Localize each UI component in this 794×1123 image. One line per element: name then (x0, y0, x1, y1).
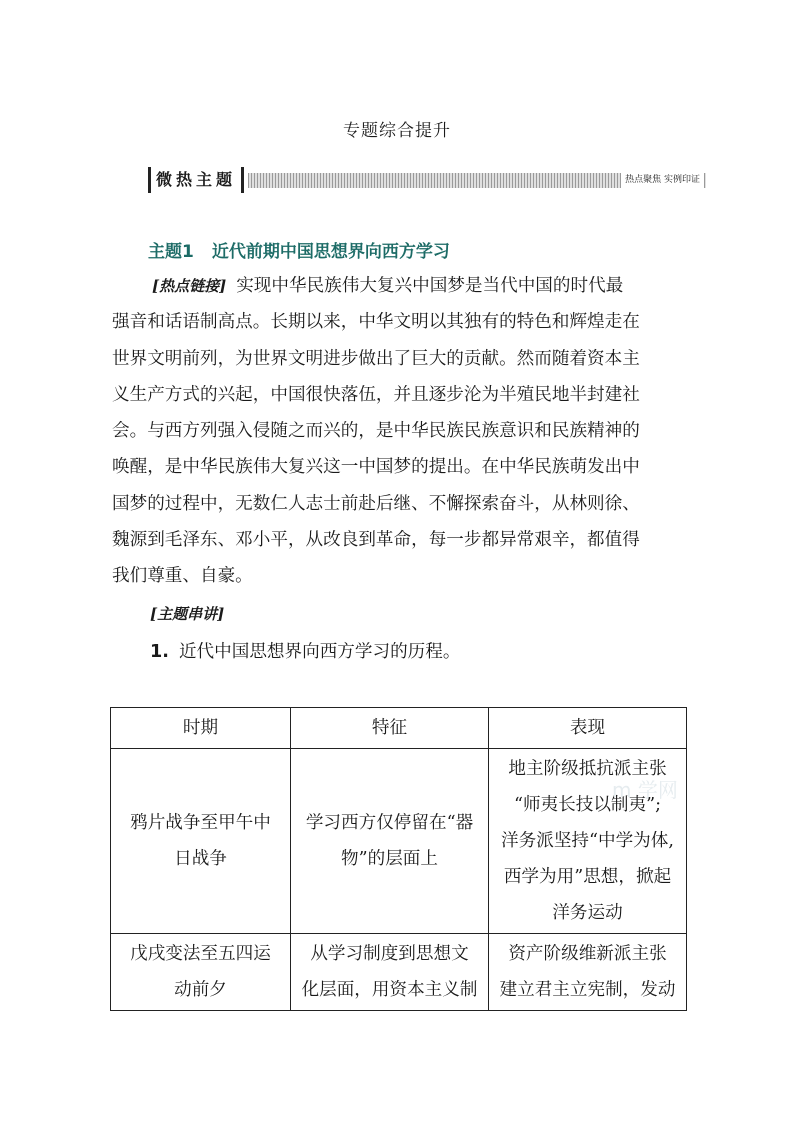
cell-feature: 学习西方仅停留在“器 物”的层面上 (291, 749, 489, 934)
banner-tag: 微热主题 (148, 167, 244, 193)
cell-manifest: 地主阶级抵抗派主张 “师夷长技以制夷”; 洋务派坚持“中学为体, 西学为用”思想，掀起 洋务运动 (489, 749, 687, 934)
section-banner (148, 167, 706, 193)
cell-feature: 从学习制度到思想文 化层面，用资本主义制 (291, 934, 489, 1011)
topic-number: 主题1 (148, 242, 194, 262)
table-row (111, 934, 687, 1011)
hotspot-line: 国梦的过程中，无数仁人志士前赴后继、不懈探索奋斗，从林则徐、 (112, 493, 640, 514)
header-manifest: 表现 (489, 708, 687, 749)
table-header-row (111, 708, 687, 749)
cell-period: 鸦片战争至甲午中 日战争 (111, 749, 291, 934)
hotspot-line: 义生产方式的兴起，中国很快落伍，并且逐步沦为半殖民地半封建社 (112, 384, 640, 405)
topic-title: 近代前期中国思想界向西方学习 (211, 242, 450, 262)
hotspot-line: 我们尊重、自豪。 (112, 566, 253, 587)
banner-right-text: 热点聚焦 实例印证 (621, 173, 704, 188)
hotspot-line: 魏源到毛泽东、邓小平，从改良到革命，每一步都异常艰辛，都值得 (112, 530, 640, 551)
hotspot-line: 唤醒，是中华民族伟大复兴这一中国梦的提出。在中华民族萌发出中 (112, 457, 640, 478)
history-table (110, 707, 687, 1011)
topic-heading (148, 237, 450, 262)
watermark: m 学网 (612, 778, 678, 802)
point-text: 近代中国思想界向西方学习的历程。 (178, 642, 461, 662)
point-heading (150, 638, 460, 663)
header-period: 时期 (111, 708, 291, 749)
cell-period: 戊戌变法至五四运 动前夕 (111, 934, 291, 1011)
document-title: 专题综合提升 (343, 121, 451, 141)
hotspot-line: [热点链接] 实现中华民族伟大复兴中国梦是当代中国的时代最 (152, 276, 624, 296)
hotspot-line: 会。与西方列强入侵随之而兴的，是中华民族民族意识和民族精神的 (112, 421, 640, 442)
hotspot-paragraph (112, 268, 690, 595)
series-tag: [主题串讲] (150, 605, 225, 623)
point-number: 1. (150, 642, 169, 662)
table-row (111, 749, 687, 934)
hotspot-line: 强音和话语制高点。长期以来，中华文明以其独有的特色和辉煌走在 (112, 312, 640, 333)
hotspot-tag: [热点链接] (152, 277, 227, 295)
header-feature: 特征 (291, 708, 489, 749)
cell-manifest: 资产阶级维新派主张 建立君主立宪制，发动 (489, 934, 687, 1011)
hotspot-line: 世界文明前列，为世界文明进步做出了巨大的贡献。然而随着资本主 (112, 348, 640, 369)
